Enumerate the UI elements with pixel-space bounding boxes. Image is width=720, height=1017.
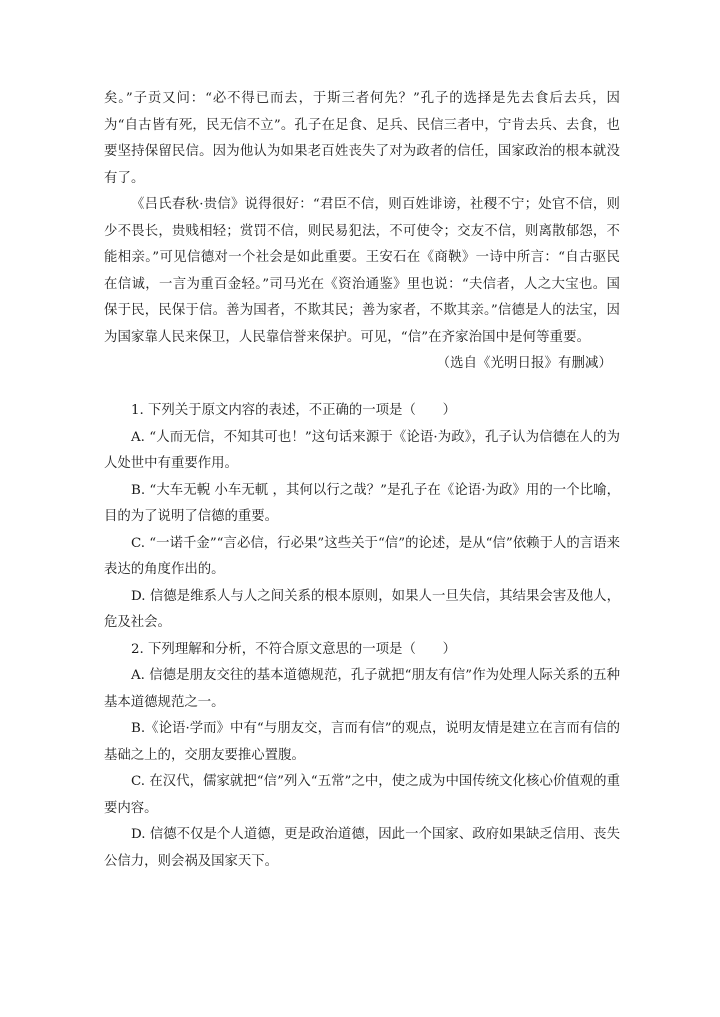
question-1-option-c: C. “一诺千金”“言必信，行必果”这些关于“信”的论述，是从“信”依赖于人的言语来表达的角度作出的。: [104, 535, 620, 577]
question-2-option-c: C. 在汉代，儒家就把“信”列入“五常”之中，使之成为中国传统文化核心价值观的重要内容。: [104, 774, 620, 816]
question-2-option-a: A. 信德是朋友交往的基本道德规范，孔子就把“朋友有信”作为处理人际关系的五种基本道德规范之一。: [104, 668, 620, 710]
question-1-stem: 1. 下列关于原文内容的表述，不正确的一项是（ ）: [131, 403, 457, 418]
questions-section: [104, 398, 620, 875]
question-1-option-a: A. “人而无信，不知其可也！”这句话来源于《论语·为政》，孔子认为信德在人的为人处世中有重要作用。: [104, 429, 620, 471]
question-2-option-b: B.《论语·学而》中有“与朋友交，言而有信”的观点，说明友情是建立在言而有信的基础之上的，交朋友要推心置腹。: [104, 721, 620, 763]
passage-source: （选自《光明日报》有删减）: [436, 356, 612, 371]
question-1-option-b: B. “大车无輗 小车无軏 ，其何以行之哉？”是孔子在《论语·为政》用的一个比喻，目的为了说明了信德的重要。: [104, 482, 620, 524]
question-2-option-d: D. 信德不仅是个人道德，更是政治道德，因此一个国家、政府如果缺乏信用、丧失公信力，则会祸及国家天下。: [104, 827, 620, 869]
question-1-option-d: D. 信德是维系人与人之间关系的根本原则，如果人一旦失信，其结果会害及他人，危及社会。: [104, 588, 620, 630]
passage-text: [104, 86, 620, 378]
question-2-stem: 2. 下列理解和分析，不符合原文意思的一项是（ ）: [131, 641, 457, 657]
passage-paragraph-2: 《吕氏春秋·贵信》说得很好：“君臣不信，则百姓诽谤，社稷不宁；处官不信，则少不畏长，贵贱相轻；赏罚不信，则民易犯法，不可使令；交友不信，则离散郁怨，不能相亲。”可见信德对一个社会是如此重要。王安石在《商鞅》一诗中所言：“自古驱民在信诚，一言为重百金轻。”司马光在《资治通鉴》里也说：“夫信者，人之大宝也。国保于民，民保于信。善为国者，不欺其民；善为家者，不欺其亲。”信德是人的法宝，因为国家靠人民来保卫，人民靠信誉来保护。可见，“信”在齐家治国中是何等重要。: [104, 197, 620, 345]
passage-paragraph-1: 矣。”子贡又问：“必不得已而去，于斯三者何先？”孔子的选择是先去食后去兵，因为“自古皆有死，民无信不立”。孔子在足食、足兵、民信三者中，宁肯去兵、去食，也要坚持保留民信。因为他认为如果老百姓丧失了对为政者的信任，国家政治的根本就没有了。: [104, 91, 620, 186]
